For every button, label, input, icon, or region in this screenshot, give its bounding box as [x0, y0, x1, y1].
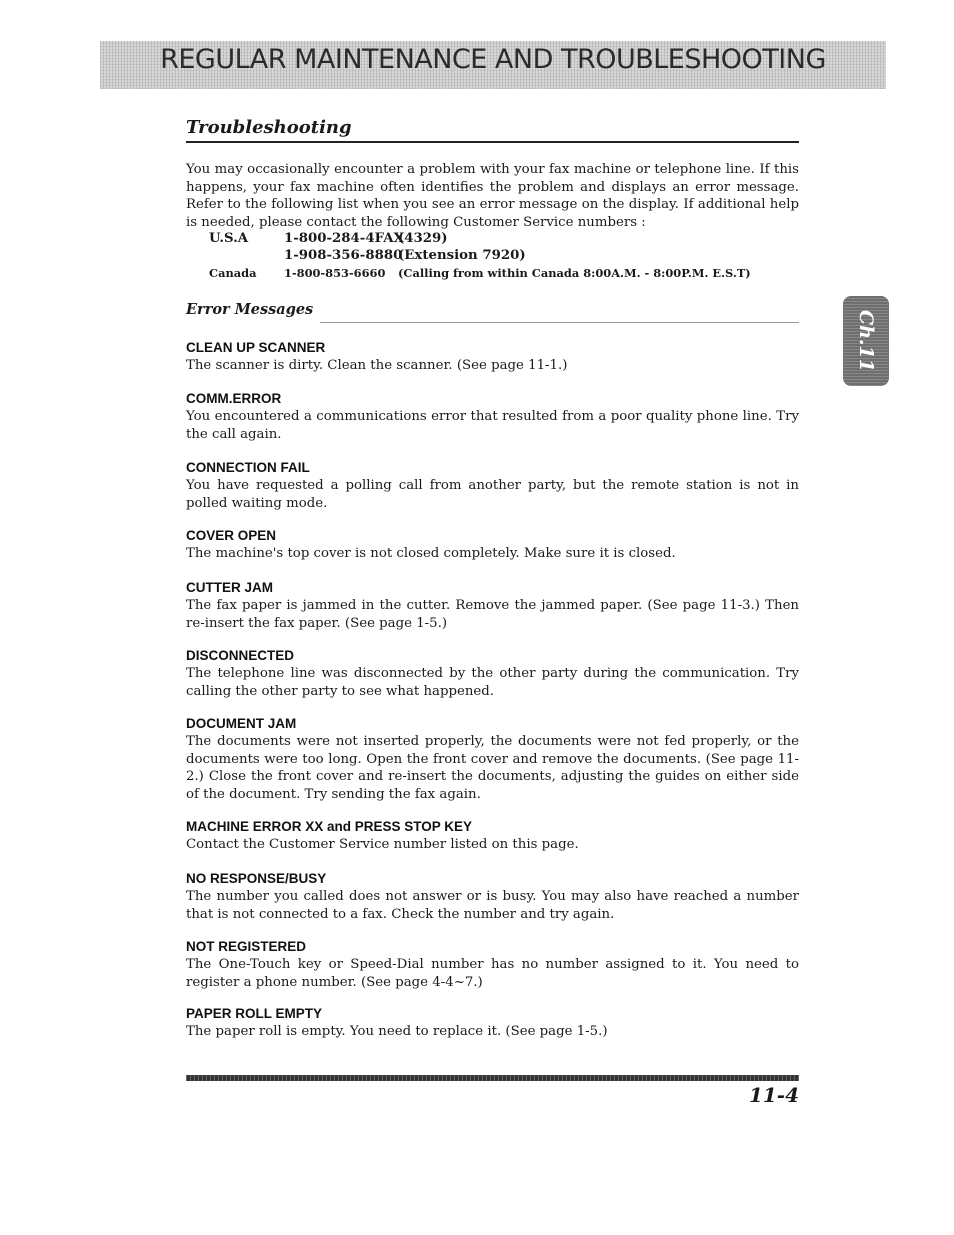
error-description: The number you called does not answer or is busy. You may also have reached a number that is not connected to a fax. Check the number and try again. — [186, 889, 799, 922]
chapter-tab — [843, 296, 889, 386]
error-heading: COMM.ERROR — [186, 391, 282, 406]
error-heading: PAPER ROLL EMPTY — [186, 1006, 323, 1021]
page-number: 11-4 — [748, 1083, 799, 1107]
intro-paragraph: You may occasionally encounter a problem with your fax machine or telephone line. If this happens, your fax machine often identifies the problem and displays an error message. Refer to the following list when you see an error message on the display. If additional help is needed, please contact the following Customer Service numbers : — [186, 162, 799, 230]
error-heading: CONNECTION FAIL — [186, 460, 310, 475]
error-item — [186, 1005, 799, 1041]
error-description: The documents were not inserted properly, the documents were not fed properly, or the documents were too long. Open the front cover and remove the documents. (See page 11-2.) Close the front cover and re-insert the documents, adjusting the guides on either side of the document. Try sending the fax again. — [186, 734, 799, 802]
error-heading: MACHINE ERROR XX and PRESS STOP KEY — [186, 819, 473, 834]
error-description: The paper roll is empty. You need to replace it. (See page 1-5.) — [186, 1024, 608, 1039]
error-description: The machine's top cover is not closed completely. Make sure it is closed. — [186, 546, 676, 561]
error-heading: CUTTER JAM — [186, 580, 273, 595]
section-rule — [186, 141, 799, 143]
error-description: Contact the Customer Service number listed on this page. — [186, 837, 579, 852]
error-item — [186, 390, 799, 443]
usa-number-1: 1-800-284-4FAX — [284, 231, 404, 246]
error-item — [186, 938, 799, 991]
error-heading: COVER OPEN — [186, 528, 277, 543]
error-item — [186, 715, 799, 803]
usa-number-1-note: (4329) — [398, 231, 448, 246]
canada-label: Canada — [209, 266, 257, 280]
error-item — [186, 818, 799, 854]
error-description: You have requested a polling call from another party, but the remote station is not in polled waiting mode. — [186, 478, 799, 511]
error-description: The One-Touch key or Speed-Dial number has no number assigned to it. You need to register a phone number. (See page 4-4~7.) — [186, 957, 799, 990]
canada-number: 1-800-853-6660 — [284, 266, 386, 280]
footer-rule — [186, 1075, 799, 1081]
error-description: The scanner is dirty. Clean the scanner. (See page 11-1.) — [186, 358, 568, 373]
canada-note: (Calling from within Canada 8:00A.M. - 8:00P.M. E.S.T) — [398, 266, 751, 280]
error-messages-rule — [320, 322, 799, 323]
chapter-tab-label: Ch.11 — [855, 310, 877, 372]
section-title: Troubleshooting — [186, 117, 352, 138]
error-heading: DOCUMENT JAM — [186, 716, 297, 731]
error-item — [186, 579, 799, 632]
error-item — [186, 647, 799, 700]
error-item — [186, 870, 799, 923]
error-description: The telephone line was disconnected by the other party during the communication. Try calling the other party to see what happened. — [186, 666, 799, 699]
error-heading: CLEAN UP SCANNER — [186, 340, 326, 355]
error-heading: DISCONNECTED — [186, 648, 295, 663]
banner-title: REGULAR MAINTENANCE AND TROUBLESHOOTING — [160, 44, 826, 75]
error-item — [186, 339, 799, 375]
error-description: The fax paper is jammed in the cutter. Remove the jammed paper. (See page 11-3.) Then re-insert the fax paper. (See page 1-5.) — [186, 598, 799, 631]
error-item — [186, 527, 799, 563]
error-description: You encountered a communications error that resulted from a poor quality phone line. Try the call again. — [186, 409, 799, 442]
usa-label: U.S.A — [209, 231, 249, 246]
error-heading: NO RESPONSE/BUSY — [186, 871, 327, 886]
error-heading: NOT REGISTERED — [186, 939, 307, 954]
usa-number-2-note: (Extension 7920) — [398, 248, 526, 263]
error-item — [186, 459, 799, 512]
error-messages-title: Error Messages — [186, 301, 314, 318]
chapter-banner — [100, 41, 886, 89]
usa-number-2: 1-908-356-8880 — [284, 248, 403, 263]
